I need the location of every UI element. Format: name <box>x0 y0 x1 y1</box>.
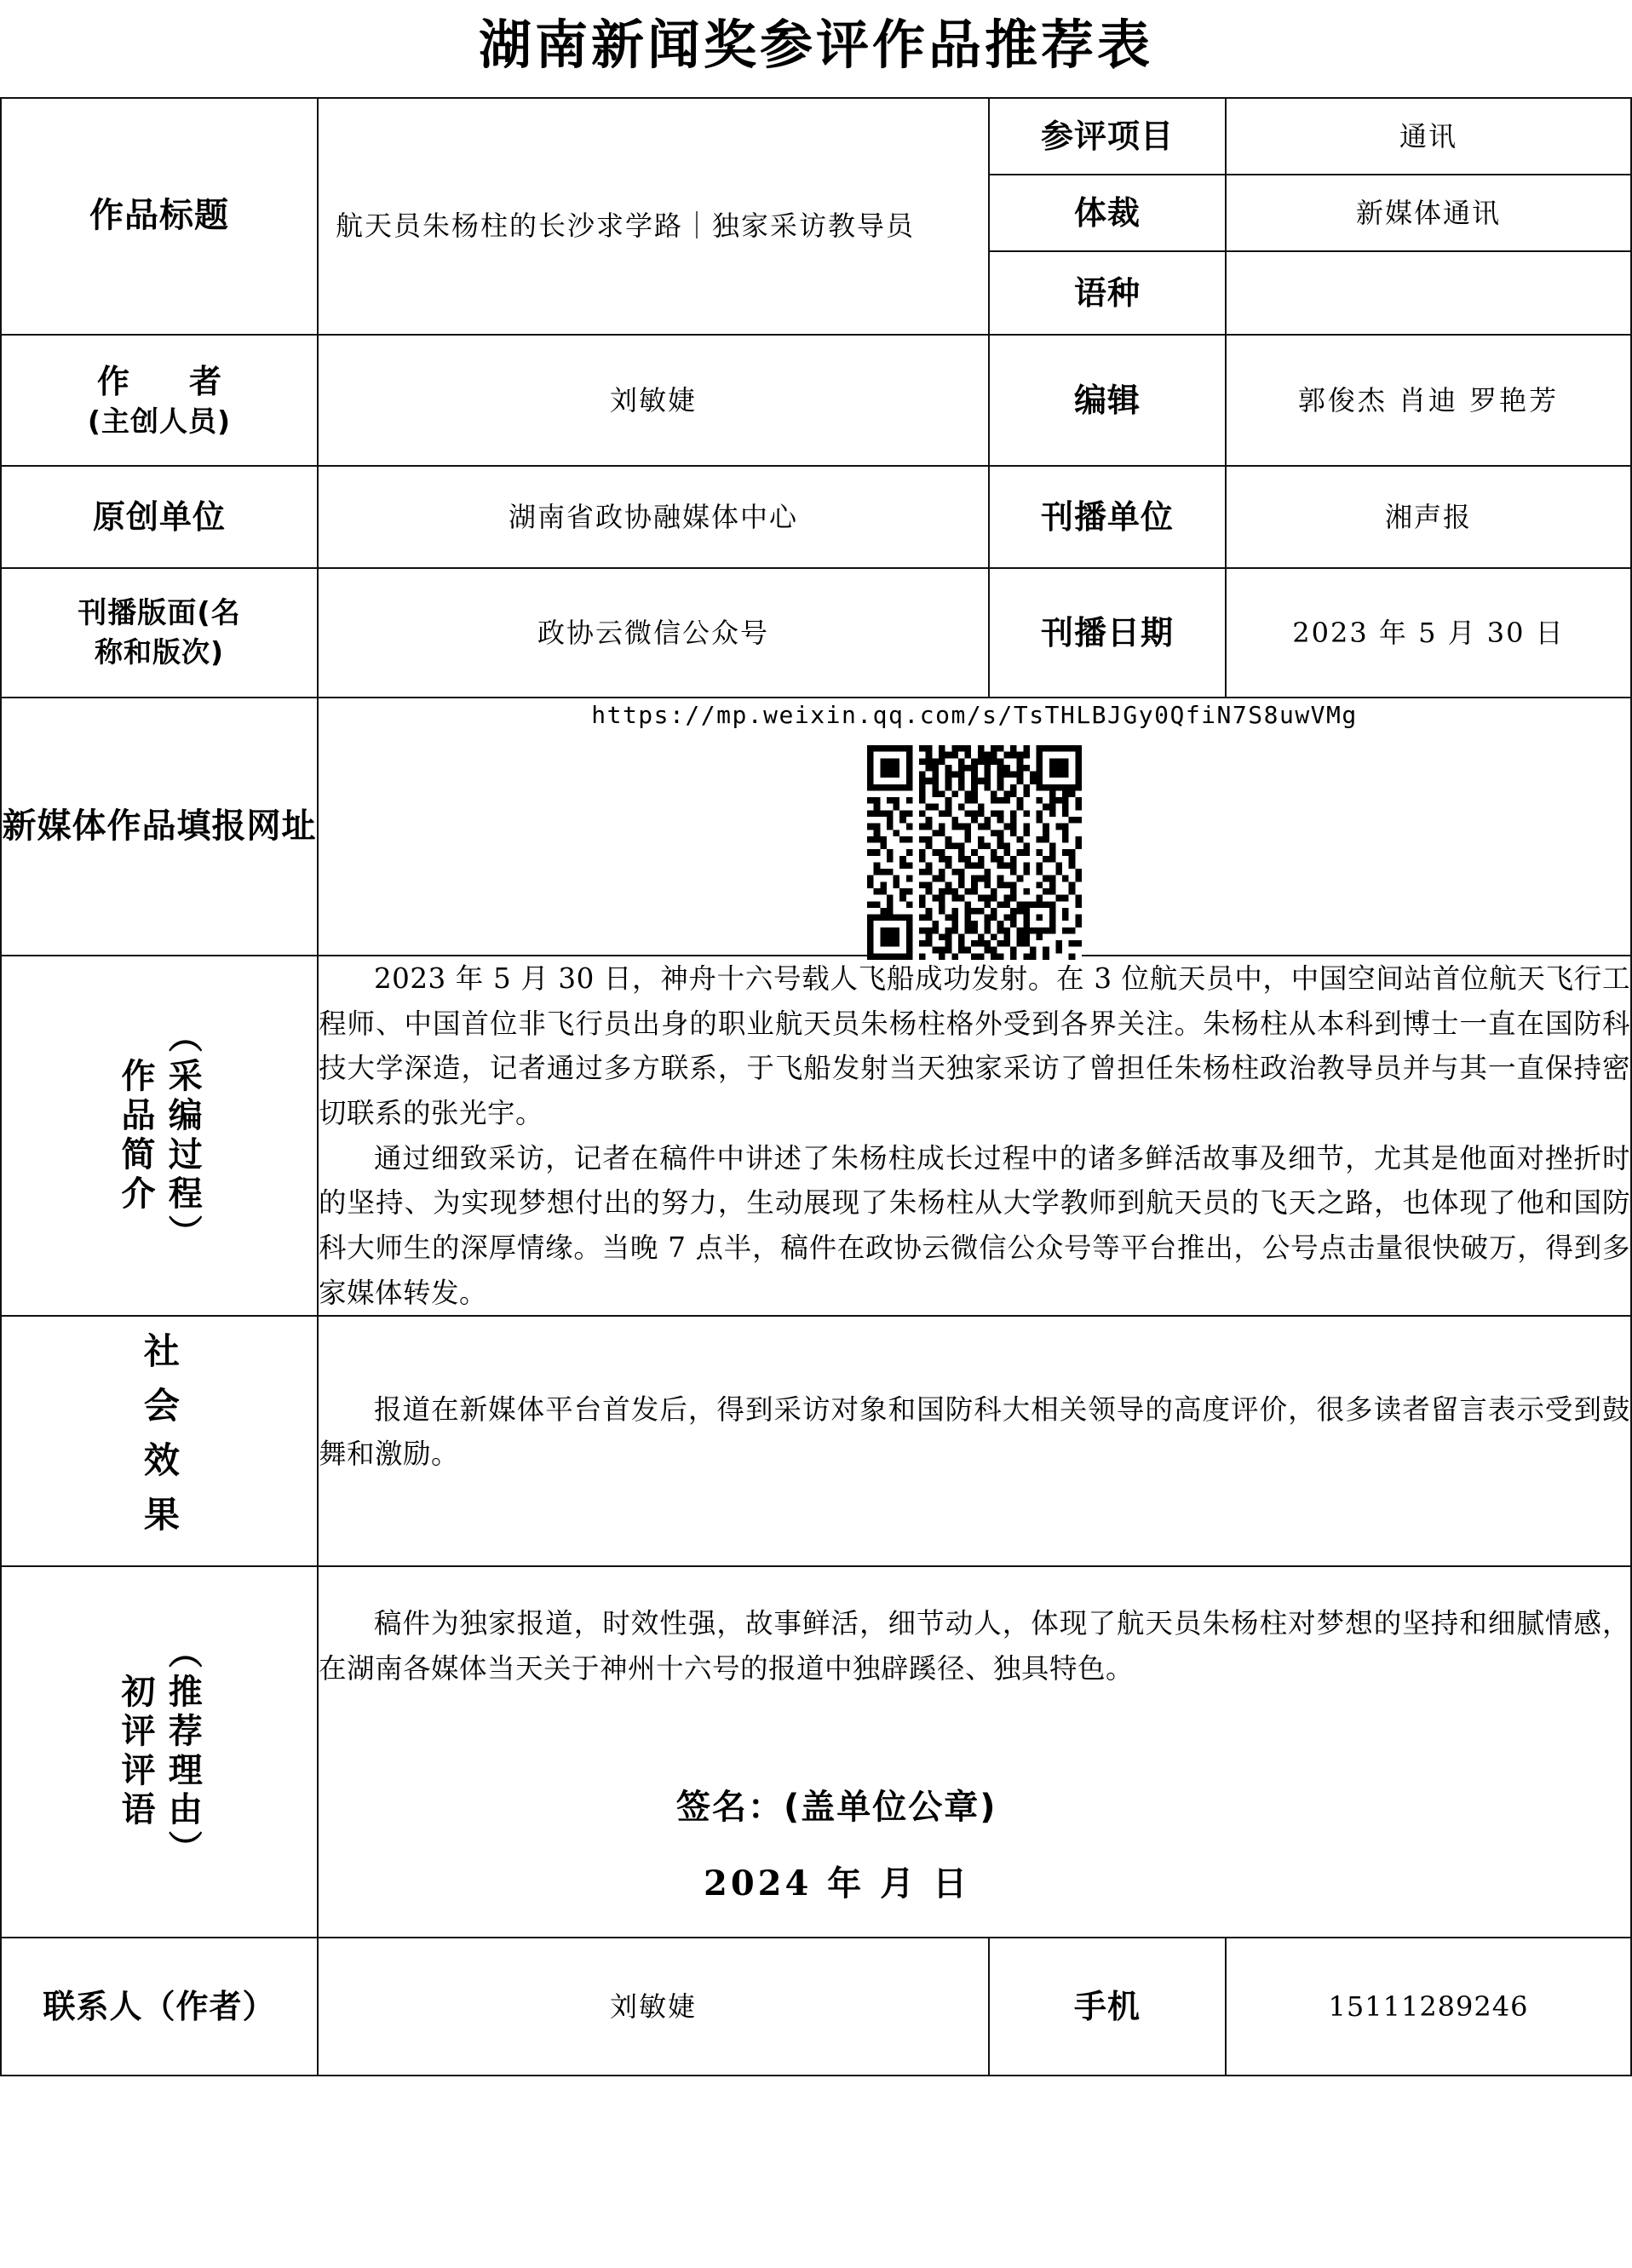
recommendation-label-right: （推荐理由） <box>163 1634 204 1870</box>
editor-label: 编辑 <box>989 335 1226 466</box>
author-label <box>1 335 318 466</box>
newmedia-url-label: 新媒体作品填报网址 <box>1 698 318 956</box>
author-value: 刘敏婕 <box>318 335 989 466</box>
table-row-contact <box>1 1938 1631 2076</box>
table-row-work-title <box>1 98 1631 175</box>
table-row-recommendation <box>1 1566 1631 1938</box>
work-title-value: 航天员朱杨柱的长沙求学路｜独家采访教导员 <box>318 98 989 335</box>
recommendation-label-cell <box>1 1566 318 1938</box>
table-row-author <box>1 335 1631 466</box>
summary-label-cell <box>1 956 318 1316</box>
qr-code-icon <box>867 745 1082 960</box>
recommendation-form-table <box>0 97 1632 2076</box>
signature-line: 签名：(盖单位公章) <box>676 1787 997 1827</box>
language-value[interactable] <box>1226 251 1631 335</box>
publish-page-value: 政协云微信公众号 <box>318 568 989 698</box>
contact-label: 联系人（作者） <box>1 1938 318 2076</box>
social-effect-label-cell <box>1 1316 318 1566</box>
newmedia-url-value[interactable]: https://mp.weixin.qq.com/s/TsTHLBJGy0QfiN7S8uwVMg <box>591 701 1358 729</box>
social-effect-vertical-label <box>2 1317 317 1565</box>
publish-date-value: 2023 年 5 月 30 日 <box>1226 568 1631 698</box>
summary-vertical-label <box>2 1003 317 1269</box>
recommendation-vertical-label <box>2 1619 317 1885</box>
contact-phone-value: 15111289246 <box>1226 1938 1631 2076</box>
social-effect-paragraph-1: 报道在新媒体平台首发后，得到采访对象和国防科大相关领导的高度评价，很多读者留言表示受到鼓舞和激励。 <box>319 1392 1630 1471</box>
table-row-newmedia-url <box>1 698 1631 956</box>
genre-label: 体裁 <box>989 175 1226 251</box>
publish-unit-value: 湘声报 <box>1226 466 1631 568</box>
work-title-label: 作品标题 <box>1 98 318 335</box>
publish-date-label: 刊播日期 <box>989 568 1226 698</box>
contact-name-value: 刘敏婕 <box>318 1938 989 2076</box>
summary-body <box>318 956 1631 1316</box>
summary-paragraph-2: 通过细致采访，记者在稿件中讲述了朱杨柱成长过程中的诸多鲜活故事及细节，尤其是他面对挫折时的坚持、为实现梦想付出的努力，生动展现了朱杨柱从大学教师到航天员的飞天之路，也体现了他和国防科大师生的深厚情缘。当晚 7 点半，稿件在政协云微信公众号等平台推出，公号点击量很快破万，得到多家媒体转发。 <box>319 1141 1630 1309</box>
social-effect-label: 社会效果 <box>138 1332 181 1551</box>
contact-phone-label: 手机 <box>989 1938 1226 2076</box>
publish-page-label <box>1 568 318 698</box>
genre-value: 新媒体通讯 <box>1226 175 1631 251</box>
recommendation-label-left: 初评评语 <box>116 1674 156 1831</box>
table-row-social-effect <box>1 1316 1631 1566</box>
summary-label-left: 作品简介 <box>116 1057 156 1214</box>
editor-value: 郭俊杰 肖迪 罗艳芳 <box>1226 335 1631 466</box>
summary-paragraph-1: 2023 年 5 月 30 日，神舟十六号载人飞船成功发射。在 3 位航天员中，中国空间站首位航天飞行工程师、中国首位非飞行员出身的职业航天员朱杨柱格外受到各界关注。朱杨柱从本科到博士一直在国防科技大学深造，记者通过多方联系，于飞船发射当天独家采访了曾担任朱杨柱政治教导员并与其一直保持密切联系的张光宇。 <box>319 962 1630 1130</box>
social-effect-body <box>318 1316 1631 1566</box>
summary-label-right: （采编过程） <box>163 1018 204 1254</box>
origin-unit-label: 原创单位 <box>1 466 318 568</box>
author-label-text: 作 者 <box>96 362 235 400</box>
language-label: 语种 <box>989 251 1226 335</box>
category-value: 通讯 <box>1226 98 1631 175</box>
page-title: 湖南新闻奖参评作品推荐表 <box>478 14 1153 76</box>
qr-code-container <box>857 750 1092 955</box>
table-row-origin-unit <box>1 466 1631 568</box>
category-label: 参评项目 <box>989 98 1226 175</box>
newmedia-url-cell <box>318 698 1631 956</box>
table-row-publish-page <box>1 568 1631 698</box>
author-sub-label: (主创人员) <box>87 405 232 439</box>
signature-date: 2024 年 月 日 <box>704 1863 971 1903</box>
recommendation-body <box>318 1566 1631 1938</box>
table-row-summary <box>1 956 1631 1316</box>
recommendation-paragraph-1: 稿件为独家报道，时效性强，故事鲜活，细节动人，体现了航天员朱杨柱对梦想的坚持和细腻情感，在湖南各媒体当天关于神州十六号的报道中独辟蹊径、独具特色。 <box>319 1607 1630 1685</box>
publish-page-label-line1: 刊播版面(名 <box>78 596 241 631</box>
origin-unit-value: 湖南省政协融媒体中心 <box>318 466 989 568</box>
publish-page-label-line2: 称和版次) <box>94 634 225 669</box>
publish-unit-label: 刊播单位 <box>989 466 1226 568</box>
